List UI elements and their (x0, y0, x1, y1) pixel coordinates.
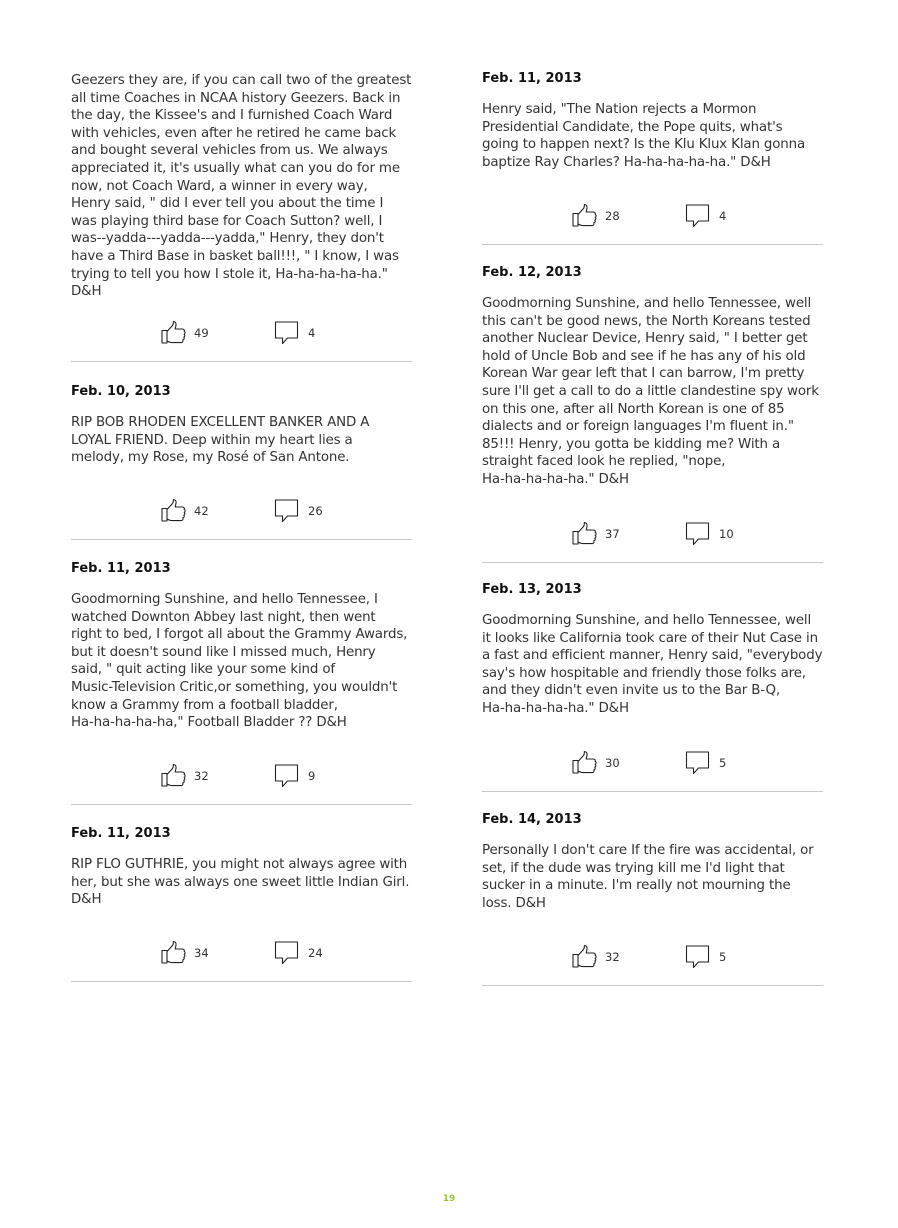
post-date: Feb. 14, 2013 (482, 812, 582, 827)
post-entry (71, 384, 413, 540)
speech-bubble-icon[interactable] (685, 203, 711, 229)
speech-bubble-icon[interactable] (685, 521, 711, 547)
like-count: 34 (194, 945, 209, 960)
post-reactions (482, 943, 824, 969)
speech-bubble-icon[interactable] (274, 498, 300, 524)
thumbs-up-icon[interactable] (160, 762, 186, 788)
speech-bubble-icon[interactable] (685, 750, 711, 776)
post-date: Feb. 10, 2013 (71, 384, 171, 399)
speech-bubble-icon[interactable] (274, 763, 300, 789)
post-entry (71, 826, 413, 982)
post-text: Goodmorning Sunshine, and hello Tennessee, well it looks like California took care of their Nut Case in a fast and efficient manner, Henry said, "everybody say's how hospitable and friendly those folks are, and they didn't even invite us to the Bar B-Q, Ha-ha-ha-ha-ha." D&H (482, 613, 823, 716)
post-date: Feb. 11, 2013 (482, 71, 582, 86)
thumbs-up-icon[interactable] (160, 497, 186, 523)
comment-count: 26 (308, 503, 323, 518)
post-date: Feb. 11, 2013 (71, 561, 171, 576)
thumbs-up-icon[interactable] (571, 202, 597, 228)
divider (71, 361, 412, 362)
thumbs-up-icon[interactable] (571, 520, 597, 546)
speech-bubble-icon[interactable] (274, 320, 300, 346)
speech-bubble-icon[interactable] (685, 944, 711, 970)
thumbs-up-icon[interactable] (571, 943, 597, 969)
thumbs-up-icon[interactable] (571, 749, 597, 775)
comment-count: 24 (308, 945, 323, 960)
post-reactions (71, 497, 413, 523)
post-text: Henry said, "The Nation rejects a Mormon Presidential Candidate, the Pope quits, what's going to happen next? Is the Klu Klux Klan gonna baptize Ray Charles? Ha-ha-ha-ha-ha." D&H (482, 102, 806, 170)
post-date: Feb. 13, 2013 (482, 582, 582, 597)
comment-count: 9 (308, 768, 316, 783)
like-count: 28 (605, 209, 620, 224)
divider (482, 244, 823, 245)
post-text: Goodmorning Sunshine, and hello Tennessee, I watched Downton Abbey last night, then went right to bed, I forgot all about the Grammy Awards, but it doesn't sound like I missed much, Henry said, " quit acting like your some kind of Music-Television Critic,or something, you wouldn't know a Grammy from a football bladder, Ha-ha-ha-ha-ha," Football Bladder ?? D&H (71, 592, 408, 731)
page-number: 19 (442, 1194, 456, 1204)
post-date: Feb. 11, 2013 (71, 826, 171, 841)
comment-count: 4 (308, 325, 316, 340)
post-reactions (71, 319, 413, 345)
post-reactions (482, 202, 824, 228)
thumbs-up-icon[interactable] (160, 319, 186, 345)
post-reactions (482, 520, 824, 546)
post-text: Personally I don't care If the fire was accidental, or set, if the dude was trying kill me I'd light that sucker in a minute. I'm really not mourning the loss. D&H (482, 843, 814, 911)
post-entry (482, 812, 824, 986)
speech-bubble-icon[interactable] (274, 940, 300, 966)
post-entry (71, 72, 413, 362)
post-text: RIP FLO GUTHRIE, you might not always agree with her, but she was always one sweet little Indian Girl. D&H (71, 857, 410, 908)
divider (71, 981, 412, 982)
like-count: 49 (194, 325, 209, 340)
post-entry (482, 265, 824, 563)
like-count: 37 (605, 526, 620, 541)
comment-count: 4 (719, 209, 727, 224)
post-reactions (482, 749, 824, 775)
post-entry (71, 561, 413, 805)
thumbs-up-icon[interactable] (160, 939, 186, 965)
post-reactions (71, 762, 413, 788)
post-entry (482, 71, 824, 245)
comment-count: 5 (719, 755, 727, 770)
post-text: RIP BOB RHODEN EXCELLENT BANKER AND A LOYAL FRIEND. Deep within my heart lies a melody, my Rose, my Rosé of San Antone. (71, 415, 370, 466)
post-date: Feb. 12, 2013 (482, 265, 582, 280)
like-count: 32 (194, 768, 209, 783)
divider (482, 791, 823, 792)
like-count: 42 (194, 503, 209, 518)
like-count: 30 (605, 755, 620, 770)
comment-count: 5 (719, 950, 727, 965)
comment-count: 10 (719, 526, 734, 541)
divider (71, 539, 412, 540)
divider (482, 562, 823, 563)
post-text: Geezers they are, if you can call two of the greatest all time Coaches in NCAA history Geezers. Back in the day, the Kissee's and I furnished Coach Ward with vehicles, even after he retired he came back and bought several vehicles from us. We always appreciated it, it's usually what can you do for me now, not Coach Ward, a winner in every way, Henry said, " did I ever tell you about the time I was playing third base for Coach Sutton? well, I was--yadda---yadda---yadda," Henry, they don't have a Third Base in basket ball!!!, " I know, I was trying to tell you how I stole it, Ha-ha-ha-ha-ha." D&H (71, 73, 412, 300)
divider (71, 804, 412, 805)
post-reactions (71, 939, 413, 965)
post-text: Goodmorning Sunshine, and hello Tennessee, well this can't be good news, the North Koreans tested another Nuclear Device, Henry said, " I better get hold of Uncle Bob and see if he has any of his old Korean War gear left that I can barrow, I'm pretty sure I'll get a call to do a little clandestine spy work on this one, after all North Korean is one of 85 dialects and or foreign languages I'm fluent in." 85!!! Henry, you gotta be kidding me? With a straight faced look he replied, "nope, Ha-ha-ha-ha-ha." D&H (482, 296, 819, 487)
like-count: 32 (605, 950, 620, 965)
post-entry (482, 582, 824, 792)
divider (482, 985, 823, 986)
